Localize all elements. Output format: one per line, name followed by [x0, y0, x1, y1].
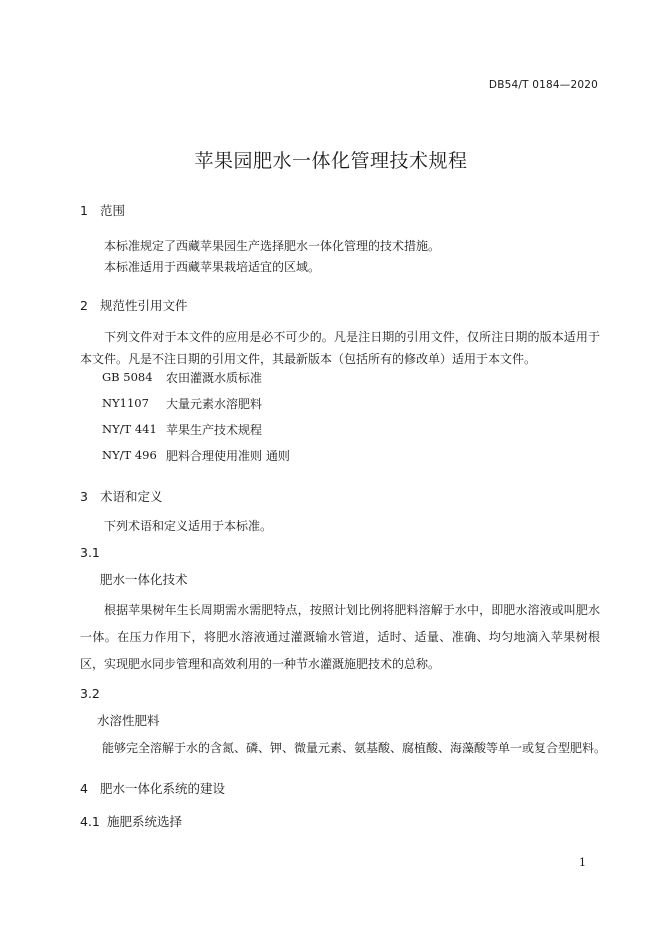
section-number: 4 — [80, 781, 88, 796]
term-name: 肥水一体化技术 — [100, 572, 188, 587]
section-number: 2 — [80, 298, 88, 313]
term-definition: 能够完全溶解于水的含氮、磷、钾、微量元素、氨基酸、腐植酸、海藻酸等单一或复合型肥料。 — [102, 741, 607, 755]
document-code: DB54/T 0184—2020 — [488, 79, 598, 91]
section-3-heading — [80, 487, 163, 505]
reference-code: NY1107 — [102, 396, 149, 410]
reference-name: 苹果生产技术规程 — [166, 423, 263, 437]
section-title: 规范性引用文件 — [100, 298, 188, 313]
section-2-heading — [80, 296, 188, 314]
section-3-intro: 下列术语和定义适用于本标准。 — [104, 519, 273, 533]
page-number: 1 — [579, 856, 586, 869]
reference-name: 农田灌溉水质标准 — [166, 371, 263, 385]
section-1-line-2: 本标准适用于西藏苹果栽培适宜的区域。 — [104, 260, 321, 274]
section-title: 术语和定义 — [100, 489, 163, 504]
section-number: 1 — [80, 203, 88, 218]
term-number: 3.1 — [80, 545, 100, 560]
section-2-intro: 下列文件对于本文件的应用是必不可少的。凡是注日期的引用文件，仅所注日期的版本适用于本文件。凡是不注日期的引用文件，其最新版本（包括所有的修改单）适用于本文件。 — [80, 330, 600, 366]
subsection-title: 施肥系统选择 — [107, 814, 183, 829]
term-name: 水溶性肥料 — [97, 713, 160, 728]
subsection-4-1-heading — [80, 812, 182, 830]
section-title: 范围 — [100, 203, 126, 218]
term-number: 3.2 — [80, 686, 100, 701]
term-definition: 根据苹果树年生长周期需水需肥特点，按照计划比例将肥料溶解于水中，即肥水溶液或叫肥水一体。在压力作用下，将肥水溶液通过灌溉输水管道，适时、适量、准确、均匀地滴入苹果树根区，实现肥水同步管理和高效利用的一种节水灌溉施肥技术的总称。 — [80, 603, 600, 671]
section-number: 3 — [80, 489, 88, 504]
reference-name: 肥料合理使用准则 通则 — [166, 449, 290, 463]
section-4-heading — [80, 779, 225, 797]
section-1-heading — [80, 201, 125, 219]
reference-name: 大量元素水溶肥料 — [166, 397, 263, 411]
reference-code: NY/T 441 — [102, 422, 157, 436]
reference-code: GB 5084 — [102, 370, 153, 384]
section-1-line-1: 本标准规定了西藏苹果园生产选择肥水一体化管理的技术措施。 — [104, 239, 441, 253]
section-title: 肥水一体化系统的建设 — [100, 781, 226, 796]
subsection-number: 4.1 — [80, 814, 100, 829]
document-title: 苹果园肥水一体化管理技术规程 — [194, 150, 468, 172]
reference-code: NY/T 496 — [102, 448, 157, 462]
